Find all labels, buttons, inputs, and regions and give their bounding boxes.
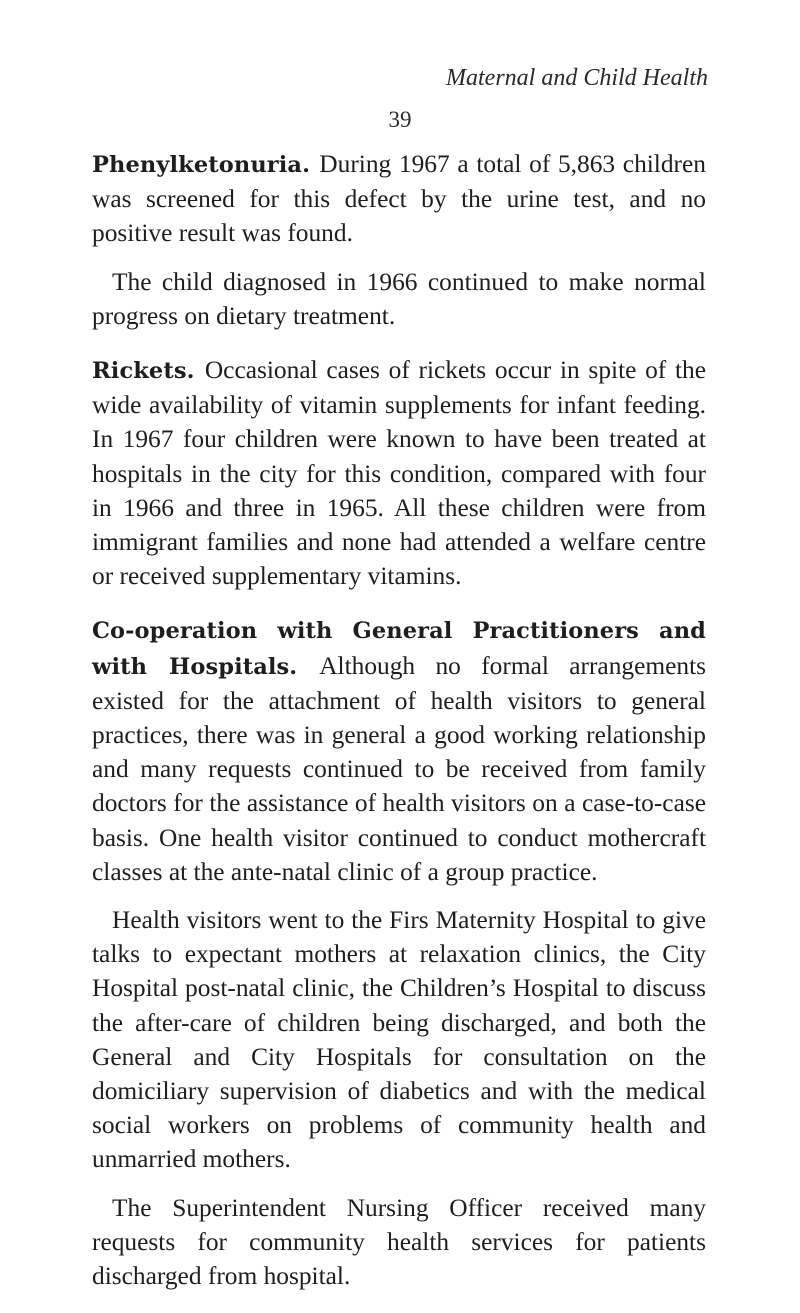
heading-rickets: Rickets.: [92, 358, 205, 385]
heading-phenylketonuria: Phenylketonuria.: [92, 152, 320, 178]
paragraph-phenylketonuria-followup: The child diagnosed in 1966 continued to make normal progress on dietary treatment.: [92, 267, 706, 330]
phenylketonuria-text: During 1967 a total of 5,863 children was screened for this defect by the urine test, and no positive result was found.: [92, 150, 706, 248]
rickets-text: Occasional cases of rickets occur in spite of the wide availability of vitamin supplements for infant feeding. In 1967 four children were known to have been treated at hospitals in the city for this condition, compared with four in 1966 and three in 1965. All these children were from immigrant families and none had attended a welfare centre or received supplementary vitamins.: [92, 356, 706, 591]
paragraph-phenylketonuria: [92, 147, 706, 251]
running-header-title: Maternal and Child Health: [446, 65, 708, 91]
heading-cooperation: Co-operation with General Practitioners and with Hospitals.: [92, 618, 706, 680]
page-number: 39: [388, 107, 412, 132]
body-text: [92, 147, 706, 1313]
paragraph-hospital-visits: Health visitors went to the Firs Maternity Hospital to give talks to expectant mothers at relaxation clinics, the City Hospital post-natal clinic, the Children’s Hospital to discuss the after-care of children being discharged, and both the General and City Hospitals for consultation on the domiciliary supervision of diabetics and with the medical social workers on problems of community health and unmarried mothers.: [92, 906, 706, 1174]
paragraph-cooperation: [92, 613, 706, 889]
paragraph-superintendent: The Superintendent Nursing Officer received many requests for community health services for patients discharged from hospital.: [92, 1193, 706, 1291]
paragraph-rickets: [92, 353, 706, 593]
cooperation-text: Although no formal arrangements existed for the attachment of health visitors to general practices, there was in general a good working relationship and many requests continued to be received from family doctors for the assistance of health visitors on a case-to-case basis. One health visitor continued to conduct mothercraft classes at the ante-natal clinic of a group practice.: [92, 651, 707, 886]
